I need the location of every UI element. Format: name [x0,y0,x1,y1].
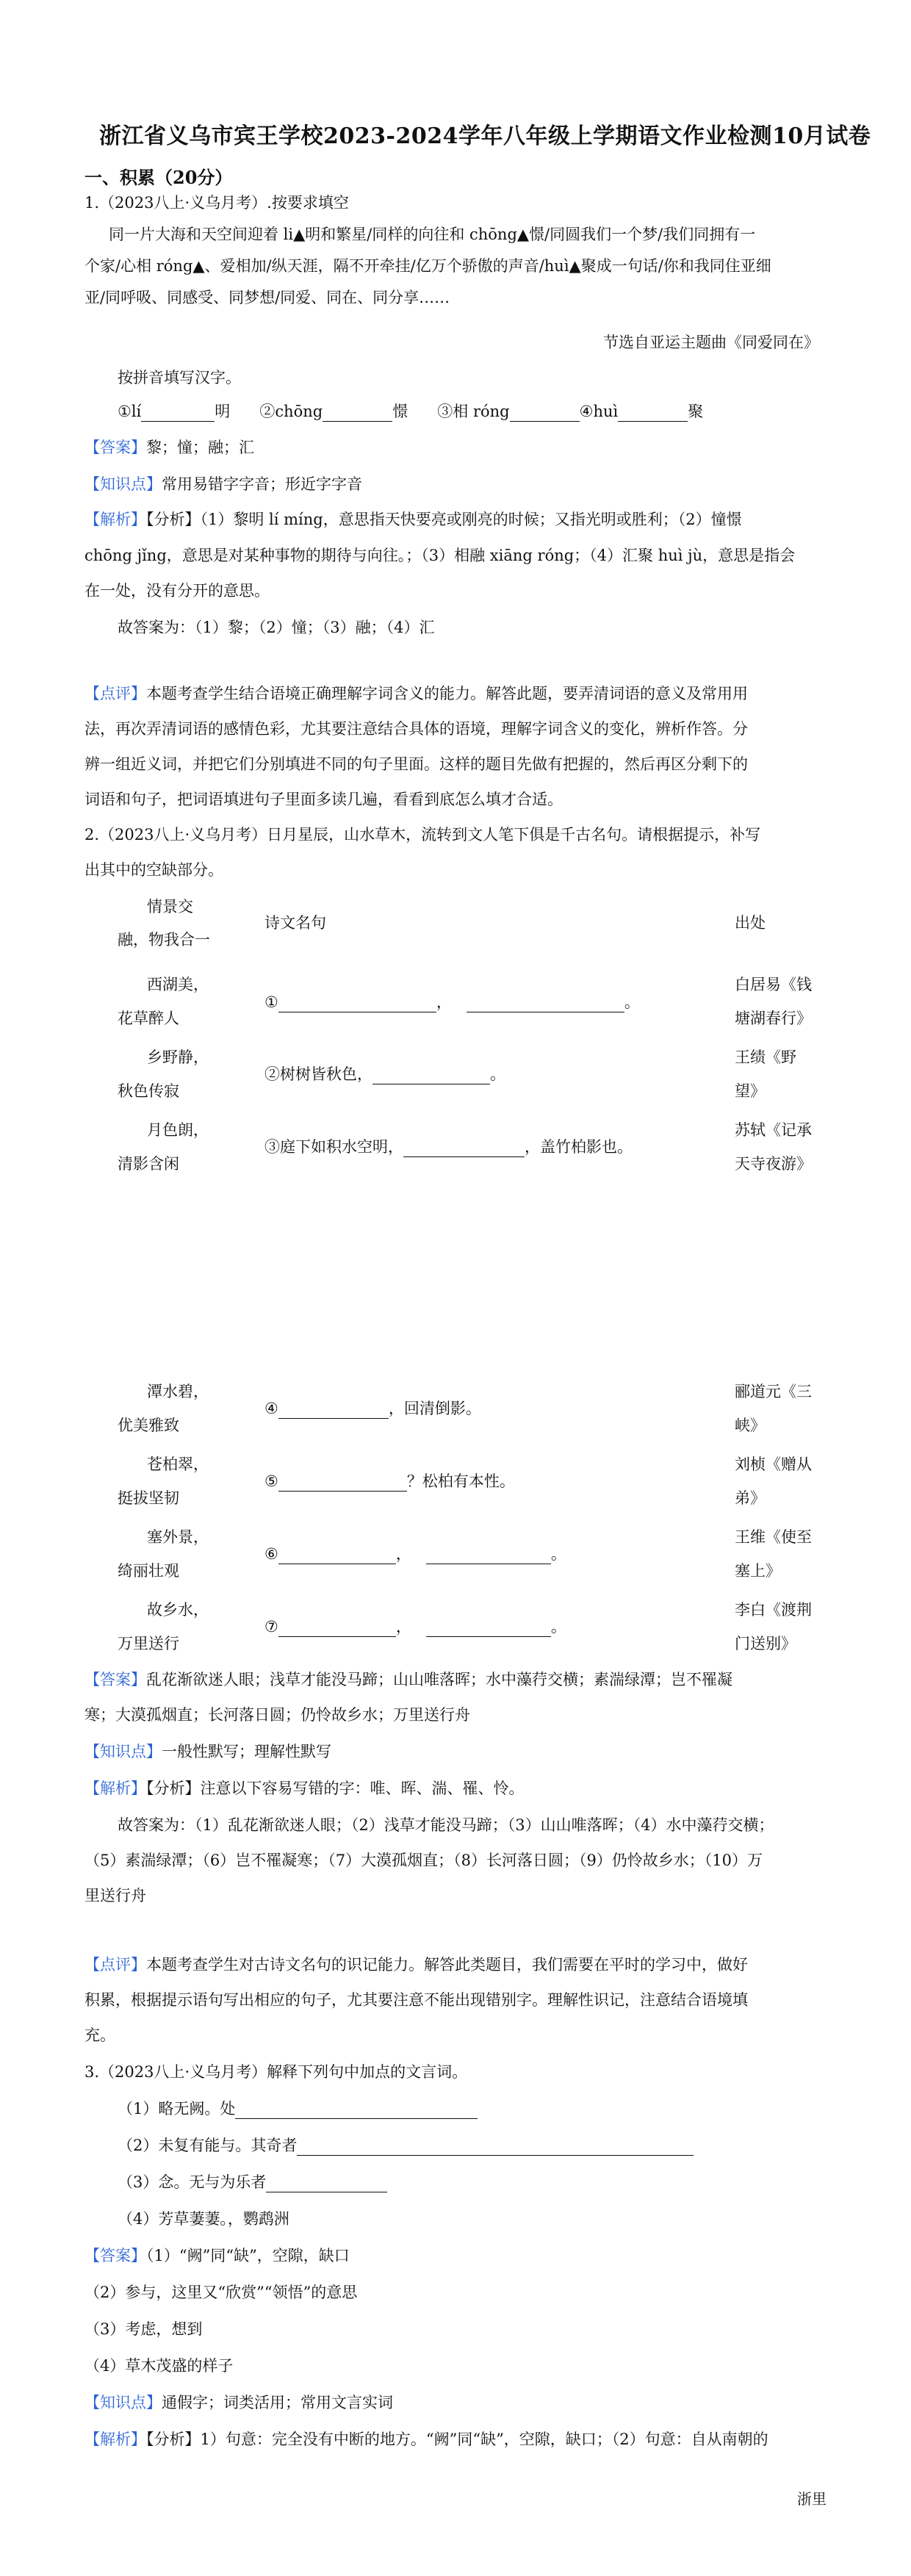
table-cell: 刘桢《赠从 [735,1456,812,1473]
table-cell: 王绩《野 [735,1048,796,1066]
poem-text: ① [264,993,278,1011]
fill-blank[interactable] [618,405,688,422]
section-heading: 一、积累（20分） [84,167,233,188]
comment-text: 本题考查学生结合语境正确理解字词含义的能力。解答此题，要弄清词语的意义及常用用 [146,685,748,702]
table-cell: 苏轼《记承 [735,1121,812,1139]
table-cell: 乡野静， [147,1048,209,1066]
q3-item [118,2135,694,2156]
fill-blank[interactable] [235,2102,478,2119]
q3-item-text: （1）略无阙。处 [118,2100,236,2118]
q1-instruction: 按拼音填写汉字。 [118,369,241,386]
table-row [264,1544,566,1564]
table-cell: 望》 [735,1082,766,1100]
table-row [264,1137,633,1157]
fill-blank[interactable] [278,1620,396,1637]
q2-so-line: 里送行舟 [84,1887,146,1904]
q1-comment-line: 词语和句子，把词语填进句子里面多读几遍，看看到底怎么填才合适。 [84,791,563,808]
answer-tag: 【答案】 [84,1671,146,1688]
poem-text: 。 [550,1545,566,1563]
answer-tag: 【答案】 [84,2247,146,2264]
q1-passage-line: 个家/心相 róng▲、爱相加/纵天涯，隔不开牵挂/亿万个骄傲的声音/huì▲聚成一句话/你和我同住亚细 [84,257,771,275]
poem-text: 。 [490,1065,505,1083]
fill-blank[interactable] [372,1068,490,1084]
blank-label: ①lí [118,403,142,420]
q3-item-text: （2）未复有能与。其奇者 [118,2137,298,2154]
table-cell: 塘湖春行》 [735,1010,812,1027]
q2-stem: 出其中的空缺部分。 [84,861,223,879]
kp-tag: 【知识点】 [84,1743,162,1760]
q1-comment-line [84,683,748,704]
table-cell: 西湖美， [147,976,209,993]
analysis-text: 【分析】注意以下容易写错的字：唯、晖、湍、罹、怜。 [146,1780,525,1797]
q1-stem: 1.（2023八上·义乌月考）.按要求填空 [84,194,349,212]
poem-text: ⑤ [264,1472,278,1490]
analysis-text: 【分析】（1）黎明 lí míng，意思指天快要亮或刚亮的时候；又指光明或胜利；（2）憧憬 [146,511,742,528]
comment-text: 本题考查学生对古诗文名句的识记能力。解答此类题目，我们需要在平时的学习中，做好 [146,1956,748,1974]
table-cell: 峡》 [735,1417,766,1434]
poem-text: ， [395,1545,411,1563]
table-cell: 塞外景， [147,1528,209,1546]
poem-text: 。 [550,1618,566,1636]
blank-label: ③相 róng [437,403,510,420]
table-cell: 苍柏翠， [147,1456,209,1473]
q3-item: （4）芳草萋萋。，鹦鹉洲 [118,2210,289,2228]
q3-analysis [84,2429,768,2450]
table-row [264,1471,515,1492]
blank-label: 憬 [392,403,408,420]
q3-stem: 3.（2023八上·义乌月考）解释下列句中加点的文言词。 [84,2063,468,2081]
answer-text: （1）“阙”同“缺”，空隙，缺口 [146,2247,350,2264]
q1-knowledge [84,474,362,494]
answer-tag: 【答案】 [84,439,146,456]
table-cell: 门送别》 [735,1635,796,1652]
comment-tag: 【点评】 [84,685,146,702]
q2-so-line: 故答案为：（1）乱花渐欲迷人眼；（2）浅草才能没马蹄；（3）山山唯落晖；（4）水中藻荇交横； [118,1816,774,1834]
q1-passage-line: 同一片大海和天空间迎着 li▲明和繁星/同样的向往和 chōng▲憬/同圆我们一个梦/我们同拥有一 [109,226,756,243]
q3-knowledge [84,2392,393,2413]
q3-answer-line: （3）考虑，想到 [84,2320,203,2338]
q2-analysis [84,1778,525,1799]
analysis-tag: 【解析】 [84,1780,146,1797]
q1-source: 节选自亚运主题曲《同爱同在》 [603,334,819,351]
table-cell: 万里送行 [118,1635,179,1652]
fill-blank[interactable] [266,2176,387,2192]
table-cell: 天寺夜游》 [735,1155,812,1173]
answer-text: 黎；憧；融；汇 [146,439,254,456]
table-cell: 潭水碧， [147,1383,209,1400]
table-header-cell: 融，物我合一 [118,931,210,949]
blank-label: 聚 [688,403,704,420]
q1-analysis-line [84,509,742,530]
poem-text: ②树树皆秋色， [264,1065,372,1083]
kp-text: 通假字；词类活用；常用文言实词 [162,2394,393,2411]
fill-blank[interactable] [141,405,215,422]
table-cell: 秋色传寂 [118,1082,179,1100]
table-cell: 花草醉人 [118,1010,179,1027]
analysis-text: 【分析】1）句意：完全没有中断的地方。“阙”同“缺”，空隙，缺口；（2）句意：自从南朝的 [146,2431,768,2448]
table-cell: 优美雅致 [118,1417,179,1434]
table-row [264,1064,505,1084]
table-cell: 李白《渡荆 [735,1601,812,1619]
analysis-tag: 【解析】 [84,2431,146,2448]
fill-blank[interactable] [323,405,392,422]
q2-knowledge [84,1741,331,1762]
q1-so: 故答案为：（1）黎；（2）憧；（3）融；（4）汇 [118,619,435,636]
q2-stem: 2.（2023八上·义乌月考）日月星辰，山水草木，流转到文人笔下俱是千古名句。请根据提示，补写 [84,826,761,843]
table-header-cell: 情景交 [147,898,193,915]
poem-text: ，回清倒影。 [388,1400,481,1417]
blank-label: ②chōng [259,403,323,420]
q1-analysis-line: chōng jǐng，意思是对某种事物的期待与向往。；（3）相融 xiāng róng；（4）汇聚 huì jù，意思是指会 [84,547,796,564]
q1-blanks [118,401,703,422]
fill-blank[interactable] [403,1140,525,1157]
table-cell: 塞上》 [735,1562,781,1580]
table-cell: 弟》 [735,1489,766,1507]
table-row [264,992,640,1012]
kp-tag: 【知识点】 [84,2394,162,2411]
q1-passage-line: 亚/同呼吸、同感受、同梦想/同爱、同在、同分享…… [84,289,450,306]
fill-blank[interactable] [426,1547,551,1564]
fill-blank[interactable] [467,996,624,1012]
q1-analysis-line: 在一处，没有分开的意思。 [84,582,270,600]
comment-tag: 【点评】 [84,1956,146,1974]
fill-blank[interactable] [426,1620,551,1637]
poem-text: 。 [624,993,640,1011]
q1-comment-line: 法，再次弄清词语的感情色彩，尤其要注意结合具体的语境，理解字词含义的变化，辨析作答。分 [84,720,748,738]
kp-tag: 【知识点】 [84,475,162,493]
blank-label: ④huì [579,403,619,420]
poem-text: ④ [264,1400,278,1417]
q2-comment-line: 积累，根据提示语句写出相应的句子，尤其要注意不能出现错别字。理解性识记，注意结合语境填 [84,1991,748,2009]
fill-blank[interactable] [278,1402,389,1419]
fill-blank[interactable] [297,2139,694,2156]
q3-answer [84,2245,350,2266]
table-cell: 清影含闲 [118,1155,179,1173]
table-cell: 白居易《钱 [735,976,812,993]
table-cell: 王维《使至 [735,1528,812,1546]
poem-text: ？松柏有本性。 [406,1472,515,1490]
q2-so-line: （5）素湍绿潭；（6）岂不罹凝寒；（7）大漠孤烟直；（8）长河落日圆；（9）仍怜故乡水；（10）万 [84,1852,763,1869]
q2-answer-line: 寒；大漠孤烟直；长河落日圆；仍怜故乡水；万里送行舟 [84,1706,470,1724]
fill-blank[interactable] [510,405,580,422]
kp-text: 常用易错字字音；形近字字音 [162,475,362,493]
table-header-cell: 诗文名句 [264,914,326,932]
blank-label: 明 [215,403,231,420]
q3-answer-line: （2）参与，这里又“欣赏”“领悟”的意思 [84,2284,358,2301]
fill-blank[interactable] [278,996,436,1012]
table-row [264,1616,566,1637]
q2-answer [84,1669,732,1690]
fill-blank[interactable] [278,1475,407,1492]
poem-text: ⑥ [264,1545,278,1563]
answer-text: 乱花渐欲迷人眼；浅草才能没马蹄；山山唯落晖；水中藻荇交横；素湍绿潭；岂不罹凝 [146,1671,732,1688]
fill-blank[interactable] [278,1547,396,1564]
table-cell: 郦道元《三 [735,1383,812,1400]
poem-text: ， [395,1618,411,1636]
q3-item [118,2098,478,2119]
page-title: 浙江省义乌市宾王学校2023-2024学年八年级上学期语文作业检测10月试卷 [99,123,871,149]
q2-comment-line [84,1954,748,1975]
poem-text: ， [436,993,452,1011]
page-footer: 浙里 [797,2490,827,2508]
q3-answer-line: （4）草木茂盛的样子 [84,2357,234,2375]
q1-answer [84,437,254,458]
table-cell: 月色朗， [147,1121,209,1139]
poem-text: ，盖竹柏影也。 [525,1138,633,1156]
table-row [264,1398,481,1419]
analysis-tag: 【解析】 [84,511,146,528]
poem-text: ⑦ [264,1618,278,1636]
q3-item [118,2172,387,2192]
table-header-cell: 出处 [735,914,766,932]
table-cell: 故乡水， [147,1601,209,1619]
poem-text: ③庭下如积水空明， [264,1138,403,1156]
kp-text: 一般性默写；理解性默写 [162,1743,331,1760]
table-cell: 挺拔坚韧 [118,1489,179,1507]
q1-comment-line: 辨一组近义词，并把它们分别填进不同的句子里面。这样的题目先做有把握的，然后再区分剩下的 [84,755,748,773]
q2-comment-line: 充。 [84,2026,115,2044]
q3-item-text: （3）念。无与为乐者 [118,2173,267,2191]
table-cell: 绮丽壮观 [118,1562,179,1580]
